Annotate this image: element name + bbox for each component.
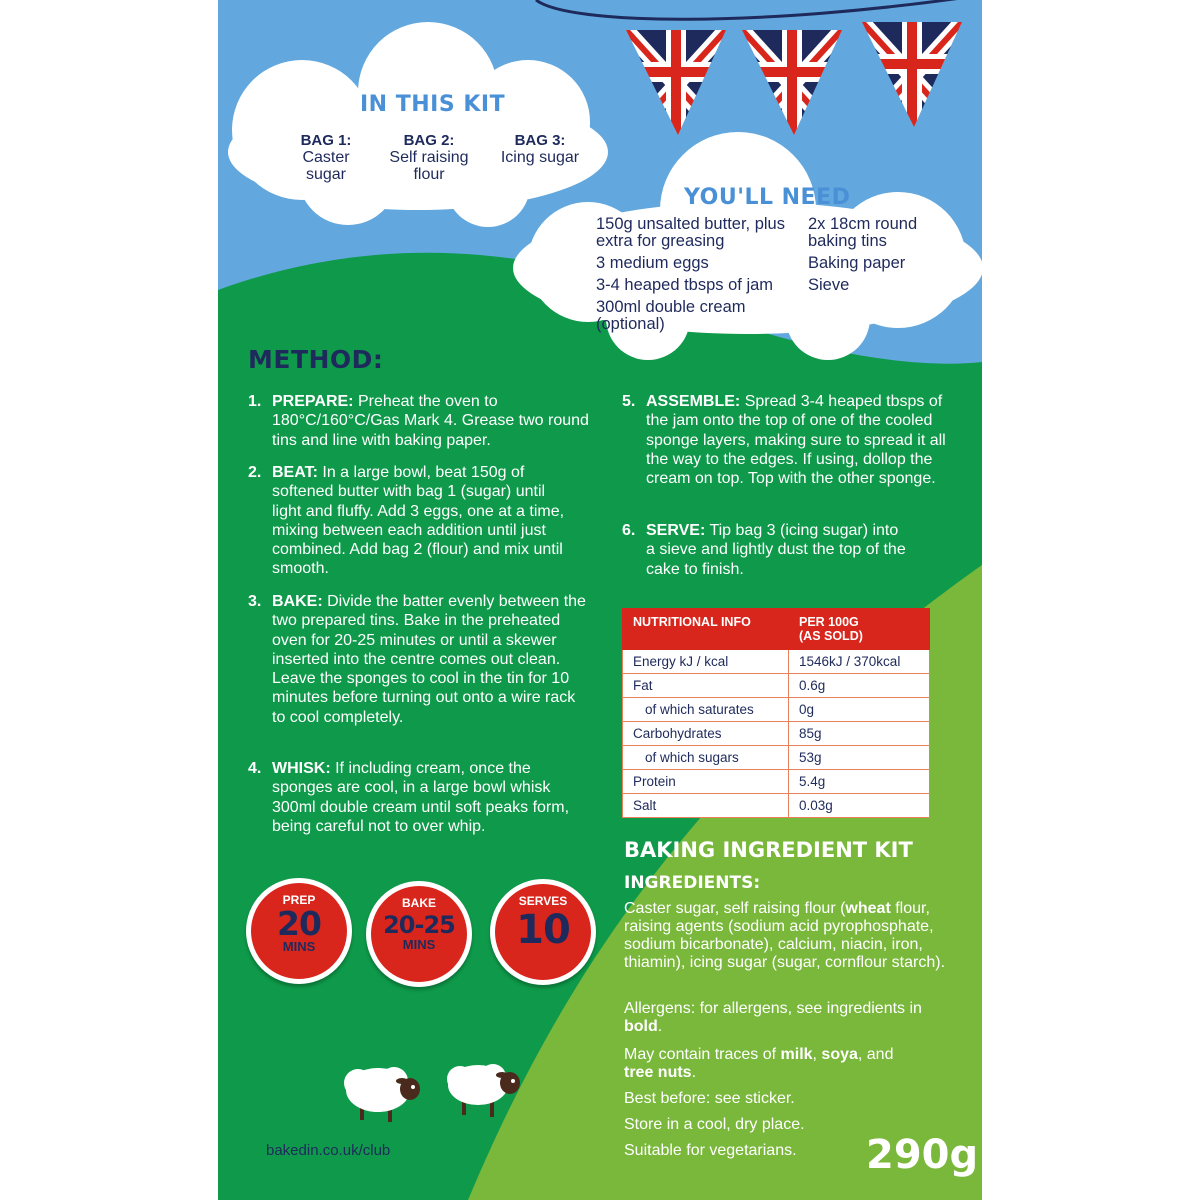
badge-label: PREP	[282, 893, 316, 907]
ingredients-title: INGREDIENTS:	[624, 873, 761, 893]
flag-2	[742, 30, 842, 140]
step-number: 6.	[622, 522, 636, 539]
step-text: Preheat the oven to 180°C/160°C/Gas Mark 4. Grease two round tins and line with baking paper.	[272, 393, 589, 449]
nutrition-table	[622, 608, 930, 818]
badge-unit: MINS	[402, 937, 436, 952]
kit-title: IN THIS KIT	[360, 92, 506, 117]
sheep-1	[344, 1067, 420, 1122]
nutrition-header-right	[789, 609, 930, 650]
nutrient-name: Protein	[623, 770, 789, 794]
need-item: 150g unsalted butter, plus extra for greasing	[596, 215, 785, 250]
step-number: 4.	[248, 760, 262, 777]
as-sold-label: (AS SOLD)	[799, 629, 863, 643]
traces-text-part: ,	[812, 1046, 822, 1063]
nutrition-header-left: NUTRITIONAL INFO	[623, 609, 789, 650]
bag-2	[378, 132, 480, 183]
step-label: BAKE:	[272, 593, 323, 610]
method-step-4	[248, 759, 598, 839]
need-list-left	[596, 216, 796, 338]
step-text: If including cream, once the sponges are cool, in a large bowl whisk 300ml double cream until soft peaks form, being careful not to over whip.	[272, 760, 570, 835]
step-label: WHISK:	[272, 760, 331, 777]
traces-text-part: May contain traces of	[624, 1046, 781, 1063]
nutrient-value: 85g	[789, 722, 930, 746]
net-weight: 290g	[866, 1132, 979, 1178]
step-label: ASSEMBLE:	[646, 393, 741, 410]
sheep-2	[447, 1064, 520, 1117]
method-step-1	[248, 392, 598, 452]
serves-badge	[490, 879, 596, 985]
table-row	[623, 794, 930, 818]
need-title: YOU'LL NEED	[684, 185, 851, 210]
best-before: Best before: see sticker.	[624, 1090, 795, 1107]
step-text: Spread 3-4 heaped tbsps of the jam onto the top of one of the cooled sponge layers, making sure to spread it all the way to the edges. If using, dollop the cream on top. Top with the other sponge.	[646, 393, 946, 488]
need-item: 3 medium eggs	[596, 254, 709, 272]
storage-note: Store in a cool, dry place.	[624, 1116, 805, 1133]
allergen-milk: milk	[780, 1046, 813, 1063]
allergen-text-part: Allergens: for allergens, see ingredients in	[624, 1000, 922, 1017]
method-title: METHOD:	[248, 345, 384, 374]
method-step-3	[248, 592, 598, 752]
bag-3	[490, 132, 590, 166]
bag-2-label: BAG 2:	[403, 132, 455, 149]
method-step-2	[248, 463, 598, 583]
step-label: BEAT:	[272, 464, 318, 481]
ingredient-kit-title: BAKING INGREDIENT KIT	[624, 838, 913, 862]
union-jack-bunting	[218, 0, 982, 150]
nutrient-value: 0.6g	[789, 674, 930, 698]
nutrient-value: 1546kJ / 370kcal	[789, 650, 930, 674]
step-number: 3.	[248, 593, 262, 610]
step-text: Divide the batter evenly between the two prepared tins. Bake in the preheated oven for 20-25 minutes or until a skewer inserted into the centre comes out clean. Leave the sponges to cool in the tin for 10 minutes before turning out onto a wire rack to cool completely.	[272, 593, 586, 726]
nutrient-name: of which saturates	[623, 698, 789, 722]
website-link[interactable]: bakedin.co.uk/club	[266, 1142, 391, 1159]
need-item: 2x 18cm round baking tins	[808, 215, 918, 250]
need-item: Sieve	[808, 276, 850, 294]
step-label: PREPARE:	[272, 393, 354, 410]
need-item: 3-4 heaped tbsps of jam	[596, 276, 774, 294]
badge-label: BAKE	[401, 896, 436, 910]
table-row	[623, 770, 930, 794]
method-step-6	[622, 521, 962, 581]
nutrient-value: 0g	[789, 698, 930, 722]
nutrient-name: Energy kJ / kcal	[623, 650, 789, 674]
badge-value: 10	[516, 907, 570, 953]
allergen-wheat: wheat	[845, 900, 891, 917]
traces-text-part: , and	[857, 1046, 894, 1063]
ingredients-text-part: flour, raising agents (sodium acid pyrophosphate, sodium bicarbonate), calcium, niacin, iron, thiamin), icing sugar (sugar, cornflour starch).	[624, 900, 946, 971]
vegetarian-note: Suitable for vegetarians.	[624, 1142, 797, 1159]
table-row	[623, 650, 930, 674]
table-row	[623, 674, 930, 698]
ingredients-text-part: Caster sugar, self raising flour (	[624, 900, 846, 917]
need-item: Baking paper	[808, 254, 906, 272]
allergens-text	[624, 1000, 954, 1036]
table-row	[623, 746, 930, 770]
bag-3-label: BAG 3:	[514, 132, 566, 149]
allergen-text-part: .	[657, 1018, 663, 1035]
nutrient-name: of which sugars	[623, 746, 789, 770]
bag-1-text: Caster sugar	[302, 149, 350, 183]
prep-time-badge	[246, 878, 352, 984]
bag-3-text: Icing sugar	[500, 149, 580, 166]
bake-time-badge	[366, 881, 472, 987]
flag-1	[626, 30, 726, 140]
badge-value: 20-25	[383, 911, 455, 939]
step-number: 2.	[248, 464, 262, 481]
step-text: Tip bag 3 (icing sugar) into a sieve and lightly dust the top of the cake to finish.	[646, 522, 906, 578]
bag-2-text: Self raising flour	[389, 149, 469, 183]
badge-value: 20	[277, 904, 321, 943]
allergen-tree-nuts: tree nuts	[624, 1064, 692, 1081]
bag-1	[286, 132, 366, 183]
allergen-bold-word: bold	[624, 1018, 658, 1035]
bag-1-label: BAG 1:	[300, 132, 352, 149]
nutrient-value: 5.4g	[789, 770, 930, 794]
flag-3	[862, 22, 962, 132]
nutrient-name: Carbohydrates	[623, 722, 789, 746]
step-number: 5.	[622, 393, 636, 410]
method-step-5	[622, 392, 962, 512]
table-row	[623, 698, 930, 722]
packaging-back-panel	[218, 0, 982, 1200]
step-text: In a large bowl, beat 150g of softened butter with bag 1 (sugar) until light and fluffy. Add 3 eggs, one at a time, mixing between each addition until just combined. Add bag 2 (flour) and mix until smooth.	[272, 464, 565, 578]
badge-label: SERVES	[518, 894, 568, 908]
nutrient-value: 0.03g	[789, 794, 930, 818]
nutrient-name: Fat	[623, 674, 789, 698]
need-list-right	[808, 216, 938, 299]
step-label: SERVE:	[646, 522, 706, 539]
nutrient-value: 53g	[789, 746, 930, 770]
per-100g-label: PER 100G	[799, 615, 859, 629]
nutrient-name: Salt	[623, 794, 789, 818]
traces-text	[624, 1046, 924, 1082]
ingredients-text	[624, 900, 954, 972]
need-item: 300ml double cream (optional)	[596, 298, 746, 333]
traces-text-part: .	[691, 1064, 697, 1081]
table-row	[623, 722, 930, 746]
badge-unit: MINS	[282, 939, 316, 954]
step-number: 1.	[248, 393, 262, 410]
sheep-illustration	[338, 1055, 538, 1130]
allergen-soya: soya	[821, 1046, 858, 1063]
